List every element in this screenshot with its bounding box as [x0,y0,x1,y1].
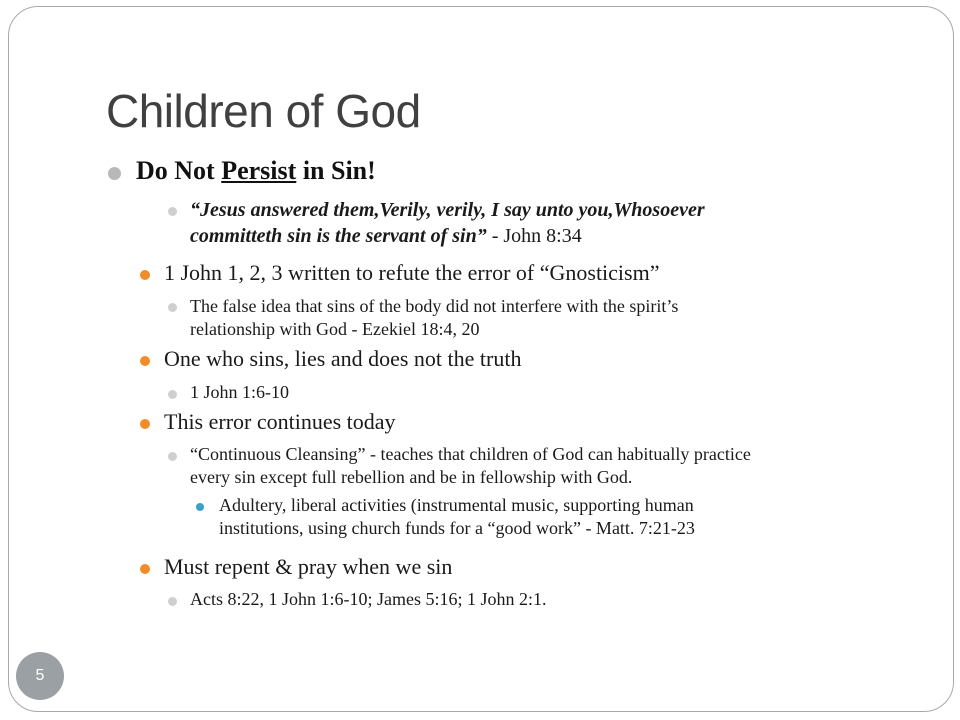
point3-subsub-line1: Adultery, liberal activities (instrumental music, supporting human [219,495,694,515]
bullet-level2 [140,564,150,574]
point1-label: 1 John 1, 2, 3 written to refute the error of “Gnosticism” [164,260,660,285]
quote-italic: committeth sin is the servant of sin” [190,225,487,247]
slide-number-badge: 5 [16,652,64,700]
heading-do-not-persist [136,156,376,186]
slide-title: Children of God [106,85,421,137]
bullet-level4 [196,503,204,511]
bullet-level2 [140,356,150,366]
heading-prefix: Do Not [136,156,222,185]
point2-sub: 1 John 1:6-10 [190,382,289,402]
bullet-level3 [168,303,177,312]
point1-sub-line1: The false idea that sins of the body did not interfere with the spirit’s [190,296,679,316]
quote-ref: - John 8:34 [486,225,582,247]
quote-line-1: “Jesus answered them,Verily, verily, I say unto you,Whosoever [190,199,705,221]
heading-suffix: in Sin! [296,156,376,185]
point3-sub-line2: every sin except full rebellion and be in fellowship with God. [190,467,633,487]
point3-subsub-line2: institutions, using church funds for a “good work” - Matt. 7:21-23 [219,518,695,538]
point3-sub-line1: “Continuous Cleansing” - teaches that children of God can habitually practice [190,444,751,464]
point4-label: Must repent & pray when we sin [164,554,453,579]
bullet-level3 [168,207,177,216]
bullet-level2 [140,419,150,429]
bullet-level3 [168,452,177,461]
heading-underlined: Persist [221,156,297,185]
bullet-level1 [108,167,121,180]
bullet-level2 [140,270,150,280]
quote-line-2 [190,225,582,248]
point1-sub-line2: relationship with God - Ezekiel 18:4, 20 [190,319,480,339]
point4-sub: Acts 8:22, 1 John 1:6-10; James 5:16; 1 John 2:1. [190,589,547,609]
bullet-level3 [168,597,177,606]
bullet-level3 [168,390,177,399]
point3-label: This error continues today [164,409,396,434]
point2-label: One who sins, lies and does not the truth [164,346,522,371]
